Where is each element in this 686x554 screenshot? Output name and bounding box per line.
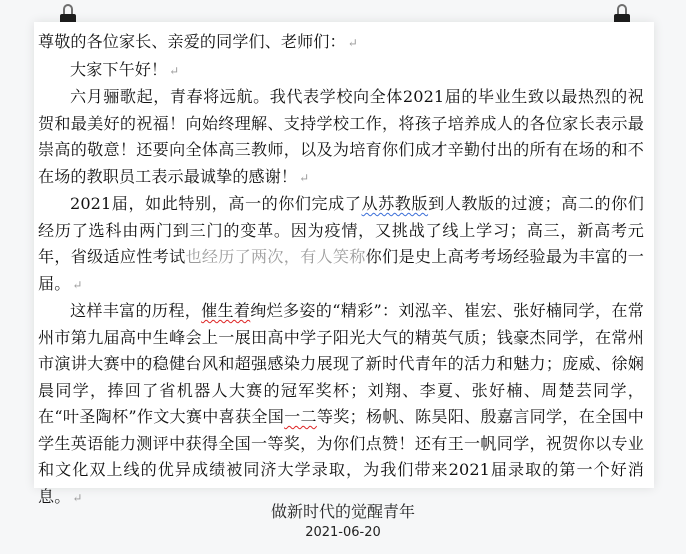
paragraph-3-text-e: 等奖；杨帆、陈昊阳、殷嘉言同学，在全国中学生英语能力测评中获得全国一等奖，为你们点赞！还有王一帆同学，祝贺你以专业和文化双上线的优异成绩被同济大学录取，为我们带来2021届录取的第一个好消息。	[38, 407, 644, 506]
spellcheck-flag-red: 催生着	[201, 301, 251, 320]
image-caption	[0, 502, 686, 542]
caption-date: 2021-06-20	[305, 525, 381, 540]
paragraph-mark-icon: ↵	[169, 63, 180, 78]
paragraph-mark-icon: ↵	[72, 490, 83, 505]
paragraph-2-text-e: 你们是史上高考考场经验最为丰富的一届。	[38, 247, 644, 293]
paragraph-2	[38, 191, 644, 298]
caption-title: 做新时代的觉醒青年	[270, 502, 415, 521]
paragraph-2-text-a: 2021届，如此特别，高一的你们完成了	[70, 194, 362, 213]
paragraph-3	[38, 298, 644, 511]
paragraph-1	[38, 84, 644, 191]
paragraph-3-text-c: 绚烂多姿的“精彩”：刘泓辛、崔宏、张好楠同学，在常州市第九届高中生峰会上一展田高中学子阳光大气的精英气质；钱豪杰同学，在常州市演讲大赛中的稳健台风和超强感染力展现了新时代青年的活力和魅力；庞威、徐娴晨同学，捧回了省机器人大赛的冠军奖杯；刘翔、李夏、张好楠、周楚芸同学，在“叶圣陶杯”作文大赛中喜获全国	[38, 301, 644, 426]
paragraph-2-text-faded: 也经历了两次，有人笑称	[185, 247, 366, 266]
speech-document	[38, 29, 644, 511]
paragraph-mark-icon: ↵	[72, 277, 83, 292]
paragraph-2-text-c: 到人教版的过渡；高二的你们经历了选科由两门到三门的变革。因为疫情，又挑战了线上学习；高三，新高考元年，省级适应性考试	[38, 194, 644, 266]
salutation-line	[38, 57, 644, 85]
spellcheck-flag-red-2: 一二	[284, 407, 317, 426]
greeting-line	[38, 29, 644, 57]
paragraph-3-text-a: 这样丰富的历程，	[70, 301, 202, 320]
spellcheck-flag-blue: 从苏教版	[361, 194, 429, 213]
paragraph-1-text: 六月骊歌起，青春将远航。我代表学校向全体2021届的毕业生致以最热烈的祝贺和最美好的祝福！向始终理解、支持学校工作，将孩子培养成人的各位家长表示最崇高的敬意！还要向全体高三教师，以及为培育你们成才辛勤付出的所有在场的和不在场的教职员工表示最诚挚的感谢！	[38, 87, 644, 186]
paragraph-mark-icon: ↵	[347, 36, 358, 50]
paragraph-mark-icon: ↵	[299, 170, 310, 185]
salutation-text: 大家下午好！	[70, 59, 168, 79]
greeting-text: 尊敬的各位家长、亲爱的同学们、老师们：	[38, 32, 346, 51]
